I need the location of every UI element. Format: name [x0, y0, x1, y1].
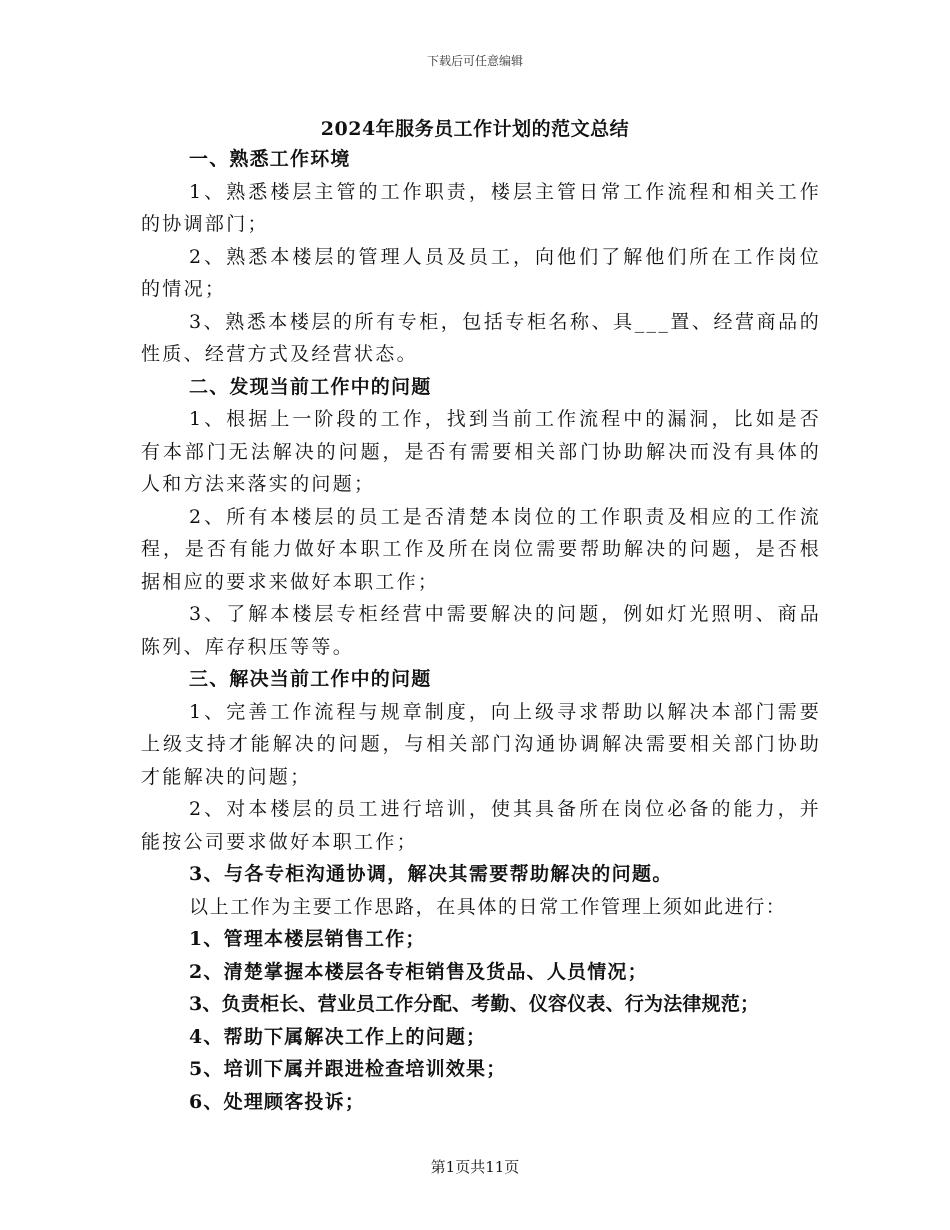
paragraph: 1、熟悉楼层主管的工作职责，楼层主管日常工作流程和相关工作的协调部门； — [141, 180, 821, 235]
list-item: 6、处理顾客投诉； — [189, 1090, 366, 1113]
section-heading-3: 三、解决当前工作中的问题 — [189, 668, 432, 690]
page-footer: 第1页共11页 — [430, 1158, 520, 1176]
list-item: 5、培训下属并跟进检查培训效果； — [189, 1058, 507, 1080]
document-body — [141, 143, 821, 1118]
paragraph: 2、熟悉本楼层的管理人员及员工，向他们了解他们所在工作岗位的情况； — [141, 245, 821, 300]
section-heading-1: 一、熟悉工作环境 — [189, 148, 351, 170]
paragraph: 3、了解本楼层专柜经营中需要解决的问题，例如灯光照明、商品陈列、库存积压等等。 — [141, 603, 821, 658]
paragraph-bold: 3、与各专柜沟通协调，解决其需要帮助解决的问题。 — [189, 863, 673, 885]
list-item: 3、负责柜长、营业员工作分配、考勤、仪容仪表、行为法律规范； — [189, 993, 760, 1015]
paragraph: 1、根据上一阶段的工作，找到当前工作流程中的漏洞，比如是否有本部门无法解决的问题，是否有需要相关部门协助解决而没有具体的人和方法来落实的问题； — [141, 408, 821, 495]
paragraph: 1、完善工作流程与规章制度，向上级寻求帮助以解决本部门需要上级支持才能解决的问题，与相关部门沟通协调解决需要相关部门协助才能解决的问题； — [141, 700, 821, 788]
header-note: 下载后可任意编辑 — [426, 54, 523, 68]
paragraph: 2、所有本楼层的员工是否清楚本岗位的工作职责及相应的工作流程，是否有能力做好本职工作及所在岗位需要帮助解决的问题，是否根据相应的要求来做好本职工作； — [141, 505, 821, 593]
paragraph: 3、熟悉本楼层的所有专柜，包括专柜名称、具___置、经营商品的性质、经营方式及经营状态。 — [141, 310, 821, 365]
intro-paragraph: 以上工作为主要工作思路，在具体的日常工作管理上须如此进行： — [189, 895, 787, 918]
list-item: 1、管理本楼层销售工作； — [189, 928, 426, 950]
list-item: 2、清楚掌握本楼层各专柜销售及货品、人员情况； — [189, 960, 648, 983]
section-heading-2: 二、发现当前工作中的问题 — [189, 375, 432, 398]
paragraph: 2、对本楼层的员工进行培训，使其具备所在岗位必备的能力，并能按公司要求做好本职工作； — [141, 798, 821, 853]
list-item: 4、帮助下属解决工作上的问题； — [189, 1025, 487, 1048]
document-title: 2024年服务员工作计划的范文总结 — [320, 118, 630, 140]
